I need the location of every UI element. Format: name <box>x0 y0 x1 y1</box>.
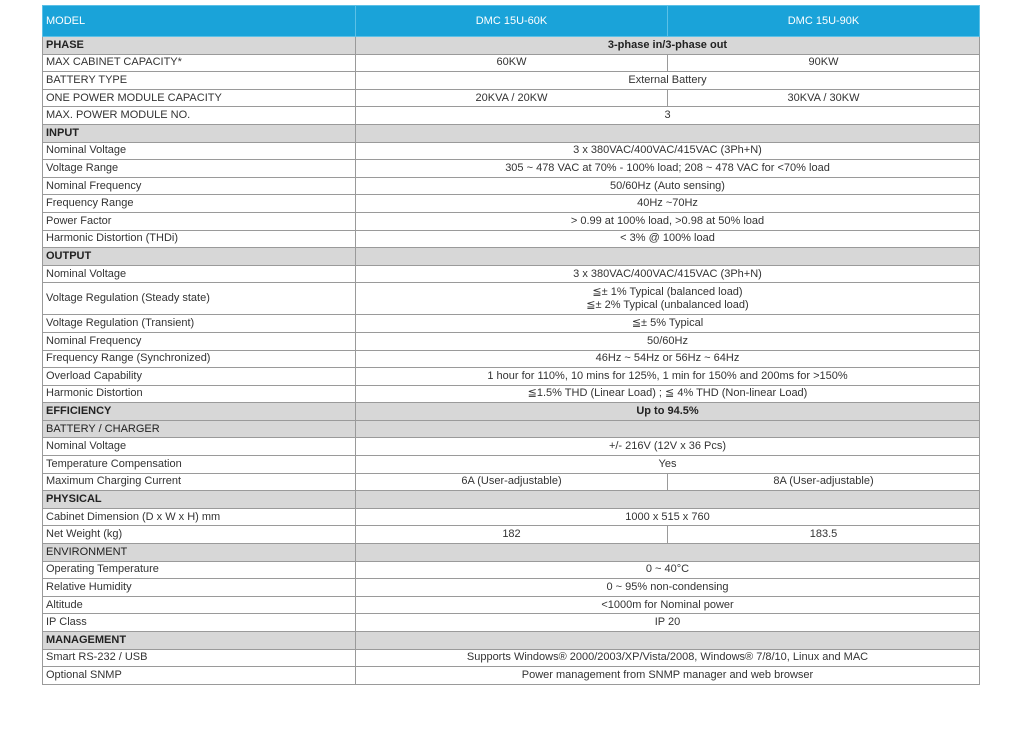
row-value: 50/60Hz <box>356 332 980 350</box>
row-value: 3 x 380VAC/400VAC/415VAC (3Ph+N) <box>356 265 980 283</box>
row-label: Voltage Regulation (Steady state) <box>43 283 356 315</box>
row-value <box>356 124 980 142</box>
table-row <box>43 596 980 614</box>
row-value <box>356 632 980 650</box>
row-value: 1000 x 515 x 760 <box>356 508 980 526</box>
row-label: INPUT <box>43 124 356 142</box>
row-label: Smart RS-232 / USB <box>43 649 356 667</box>
section-row <box>43 632 980 650</box>
section-row <box>43 544 980 562</box>
row-value-90k: 90KW <box>668 54 980 72</box>
row-value: 3-phase in/3-phase out <box>356 37 980 55</box>
row-label: Overload Capability <box>43 368 356 386</box>
row-value-90k: 8A (User-adjustable) <box>668 473 980 491</box>
row-value: ≦± 5% Typical <box>356 315 980 333</box>
row-value: 50/60Hz (Auto sensing) <box>356 177 980 195</box>
row-value: <1000m for Nominal power <box>356 596 980 614</box>
row-value-90k: 183.5 <box>668 526 980 544</box>
row-label: OUTPUT <box>43 248 356 266</box>
row-value: +/- 216V (12V x 36 Pcs) <box>356 438 980 456</box>
row-value-60k: 182 <box>356 526 668 544</box>
row-label: MAX. POWER MODULE NO. <box>43 107 356 125</box>
row-label: PHASE <box>43 37 356 55</box>
table-row <box>43 283 980 315</box>
table-row <box>43 614 980 632</box>
row-value <box>356 544 980 562</box>
row-label: Power Factor <box>43 212 356 230</box>
table-row <box>43 350 980 368</box>
row-label: Nominal Voltage <box>43 438 356 456</box>
table-row <box>43 579 980 597</box>
table-row <box>43 212 980 230</box>
table-row <box>43 438 980 456</box>
row-label: Harmonic Distortion <box>43 385 356 403</box>
row-label: Net Weight (kg) <box>43 526 356 544</box>
row-label: Frequency Range (Synchronized) <box>43 350 356 368</box>
row-value-line-1: ≦± 1% Typical (balanced load) <box>592 285 743 298</box>
header-model: MODEL <box>43 6 356 37</box>
table-row <box>43 456 980 474</box>
row-value-60k: 60KW <box>356 54 668 72</box>
row-value: 40Hz ~70Hz <box>356 195 980 213</box>
table-row <box>43 332 980 350</box>
row-value: 3 <box>356 107 980 125</box>
row-label: Temperature Compensation <box>43 456 356 474</box>
table-row <box>43 142 980 160</box>
table-row <box>43 385 980 403</box>
row-value: 3 x 380VAC/400VAC/415VAC (3Ph+N) <box>356 142 980 160</box>
row-value: 0 ~ 95% non-condensing <box>356 579 980 597</box>
table-row <box>43 315 980 333</box>
table-row <box>43 473 980 491</box>
row-value: ≦1.5% THD (Linear Load) ; ≦ 4% THD (Non-linear Load) <box>356 385 980 403</box>
row-value: Power management from SNMP manager and web browser <box>356 667 980 685</box>
table-row <box>43 72 980 90</box>
row-label: Cabinet Dimension (D x W x H) mm <box>43 508 356 526</box>
row-label: MAX CABINET CAPACITY* <box>43 54 356 72</box>
row-value: < 3% @ 100% load <box>356 230 980 248</box>
table-row <box>43 177 980 195</box>
row-label: MANAGEMENT <box>43 632 356 650</box>
table-row <box>43 54 980 72</box>
section-row <box>43 420 980 438</box>
spec-table <box>42 5 980 685</box>
section-row <box>43 248 980 266</box>
row-label: EFFICIENCY <box>43 403 356 421</box>
table-row <box>43 526 980 544</box>
table-row <box>43 561 980 579</box>
row-label: Nominal Voltage <box>43 265 356 283</box>
row-label: Operating Temperature <box>43 561 356 579</box>
row-label: BATTERY / CHARGER <box>43 420 356 438</box>
row-label: ONE POWER MODULE CAPACITY <box>43 89 356 107</box>
row-value: 0 ~ 40°C <box>356 561 980 579</box>
row-value: 305 ~ 478 VAC at 70% - 100% load; 208 ~ 478 VAC for <70% load <box>356 160 980 178</box>
row-label: Nominal Frequency <box>43 332 356 350</box>
row-label: Maximum Charging Current <box>43 473 356 491</box>
header-model-90k: DMC 15U-90K <box>668 6 980 37</box>
row-value: 46Hz ~ 54Hz or 56Hz ~ 64Hz <box>356 350 980 368</box>
row-value-line-2: ≦± 2% Typical (unbalanced load) <box>586 298 749 311</box>
row-label: ENVIRONMENT <box>43 544 356 562</box>
row-label: Altitude <box>43 596 356 614</box>
row-value: IP 20 <box>356 614 980 632</box>
table-row <box>43 89 980 107</box>
row-label: Frequency Range <box>43 195 356 213</box>
row-value: Yes <box>356 456 980 474</box>
row-value-60k: 6A (User-adjustable) <box>356 473 668 491</box>
table-row <box>43 667 980 685</box>
section-row <box>43 124 980 142</box>
table-header-row <box>43 6 980 37</box>
spec-table-body <box>43 6 980 685</box>
row-value: External Battery <box>356 72 980 90</box>
row-label: Optional SNMP <box>43 667 356 685</box>
row-label: BATTERY TYPE <box>43 72 356 90</box>
row-value <box>356 420 980 438</box>
row-label: Voltage Range <box>43 160 356 178</box>
row-value <box>356 248 980 266</box>
row-label: Nominal Frequency <box>43 177 356 195</box>
section-row <box>43 403 980 421</box>
table-row <box>43 649 980 667</box>
table-row <box>43 265 980 283</box>
table-row <box>43 508 980 526</box>
table-row <box>43 160 980 178</box>
row-value-60k: 20KVA / 20KW <box>356 89 668 107</box>
section-row <box>43 491 980 509</box>
section-row <box>43 37 980 55</box>
row-value: 1 hour for 110%, 10 mins for 125%, 1 min for 150% and 200ms for >150% <box>356 368 980 386</box>
row-value: > 0.99 at 100% load, >0.98 at 50% load <box>356 212 980 230</box>
table-row <box>43 230 980 248</box>
row-value <box>356 283 980 315</box>
row-label: Harmonic Distortion (THDi) <box>43 230 356 248</box>
row-label: Nominal Voltage <box>43 142 356 160</box>
row-label: Relative Humidity <box>43 579 356 597</box>
row-label: PHYSICAL <box>43 491 356 509</box>
row-label: Voltage Regulation (Transient) <box>43 315 356 333</box>
row-value: Supports Windows® 2000/2003/XP/Vista/2008, Windows® 7/8/10, Linux and MAC <box>356 649 980 667</box>
row-value-90k: 30KVA / 30KW <box>668 89 980 107</box>
row-label: IP Class <box>43 614 356 632</box>
table-row <box>43 368 980 386</box>
table-row <box>43 107 980 125</box>
table-row <box>43 195 980 213</box>
row-value: Up to 94.5% <box>356 403 980 421</box>
row-value <box>356 491 980 509</box>
header-model-60k: DMC 15U-60K <box>356 6 668 37</box>
